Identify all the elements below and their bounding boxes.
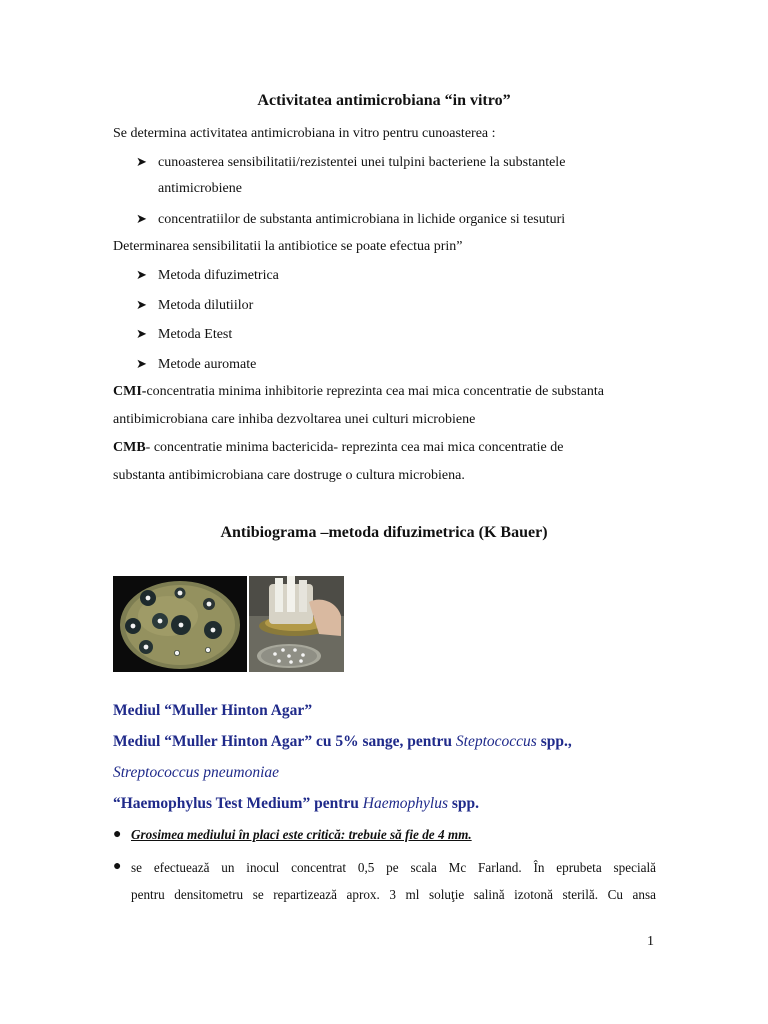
note-inoculum-line2: pentru densitometru se repartizează aprox. 3 ml soluţie salină izotonă sterilă. Cu ansa bbox=[131, 887, 656, 902]
arrow-bullet-icon: ➤ bbox=[136, 211, 147, 226]
cmi-term: CMI- bbox=[113, 384, 147, 399]
methods-intro: Determinarea sensibilitatii la antibiotice se poate efectua prin” bbox=[113, 239, 463, 254]
arrow-bullet-icon: ➤ bbox=[136, 356, 147, 371]
method-item-4: ➤ Metode auromate bbox=[136, 356, 257, 372]
note-agar-thickness: Grosimea mediului în placi este critică: trebuie să fie de 4 mm. bbox=[131, 827, 472, 842]
bullet-dot-icon: ● bbox=[113, 827, 122, 842]
media-line-1: Mediul “Muller Hinton Agar” bbox=[113, 702, 313, 719]
arrow-bullet-icon: ➤ bbox=[136, 297, 147, 312]
agar-plate-photo bbox=[113, 576, 247, 672]
method-item-3: ➤ Metoda Etest bbox=[136, 326, 233, 342]
agar-plate-image bbox=[113, 576, 247, 672]
page-title: Activitatea antimicrobiana “in vitro” bbox=[257, 92, 511, 109]
cmb-definition-cont: substanta antibimicrobiana care dostruge o cultura microbiena. bbox=[113, 468, 465, 483]
media-line-4: “Haemophylus Test Medium” pentru Haemophylus spp. bbox=[113, 795, 480, 812]
goal-item-1: ➤ cunoasterea sensibilitatii/rezistentei unei tulpini bacteriene la substantele bbox=[136, 154, 566, 170]
arrow-bullet-icon: ➤ bbox=[136, 154, 147, 169]
page-number: 1 bbox=[647, 934, 654, 949]
bullet-dot-icon: ● bbox=[113, 859, 122, 874]
note-inoculum-line1: se efectuează un inocul concentrat 0,5 pe scala Mc Farland. În eprubeta specială bbox=[131, 860, 656, 875]
arrow-bullet-icon: ➤ bbox=[136, 326, 147, 341]
cmi-definition-cont: antibimicrobiana care inhiba dezvoltarea unei culturi microbiene bbox=[113, 412, 476, 427]
arrow-bullet-icon: ➤ bbox=[136, 267, 147, 282]
cmi-definition: CMI-concentratia minima inhibitorie reprezinta cea mai mica concentratie de substanta bbox=[113, 384, 604, 399]
method-item-2: ➤ Metoda dilutiilor bbox=[136, 297, 254, 313]
cmb-definition: CMB- concentratie minima bactericida- reprezinta cea mai mica concentratie de bbox=[113, 440, 564, 455]
intro-text: Se determina activitatea antimicrobiana in vitro pentru cunoasterea : bbox=[113, 126, 496, 141]
media-line-2: Mediul “Muller Hinton Agar” cu 5% sange, pentru Steptococcus spp., bbox=[113, 733, 572, 750]
section-title: Antibiograma –metoda difuzimetrica (K Bauer) bbox=[220, 524, 548, 541]
disk-dispenser-photo bbox=[249, 576, 344, 672]
disk-dispenser-image bbox=[249, 576, 344, 672]
goal-item-2: ➤ concentratiilor de substanta antimicrobiana in lichide organice si tesuturi bbox=[136, 211, 566, 227]
media-line-3: Streptococcus pneumoniae bbox=[113, 764, 280, 781]
goal-item-1-cont: antimicrobiene bbox=[158, 181, 242, 196]
cmb-term: CMB bbox=[113, 440, 146, 455]
method-item-1: ➤ Metoda difuzimetrica bbox=[136, 267, 279, 283]
